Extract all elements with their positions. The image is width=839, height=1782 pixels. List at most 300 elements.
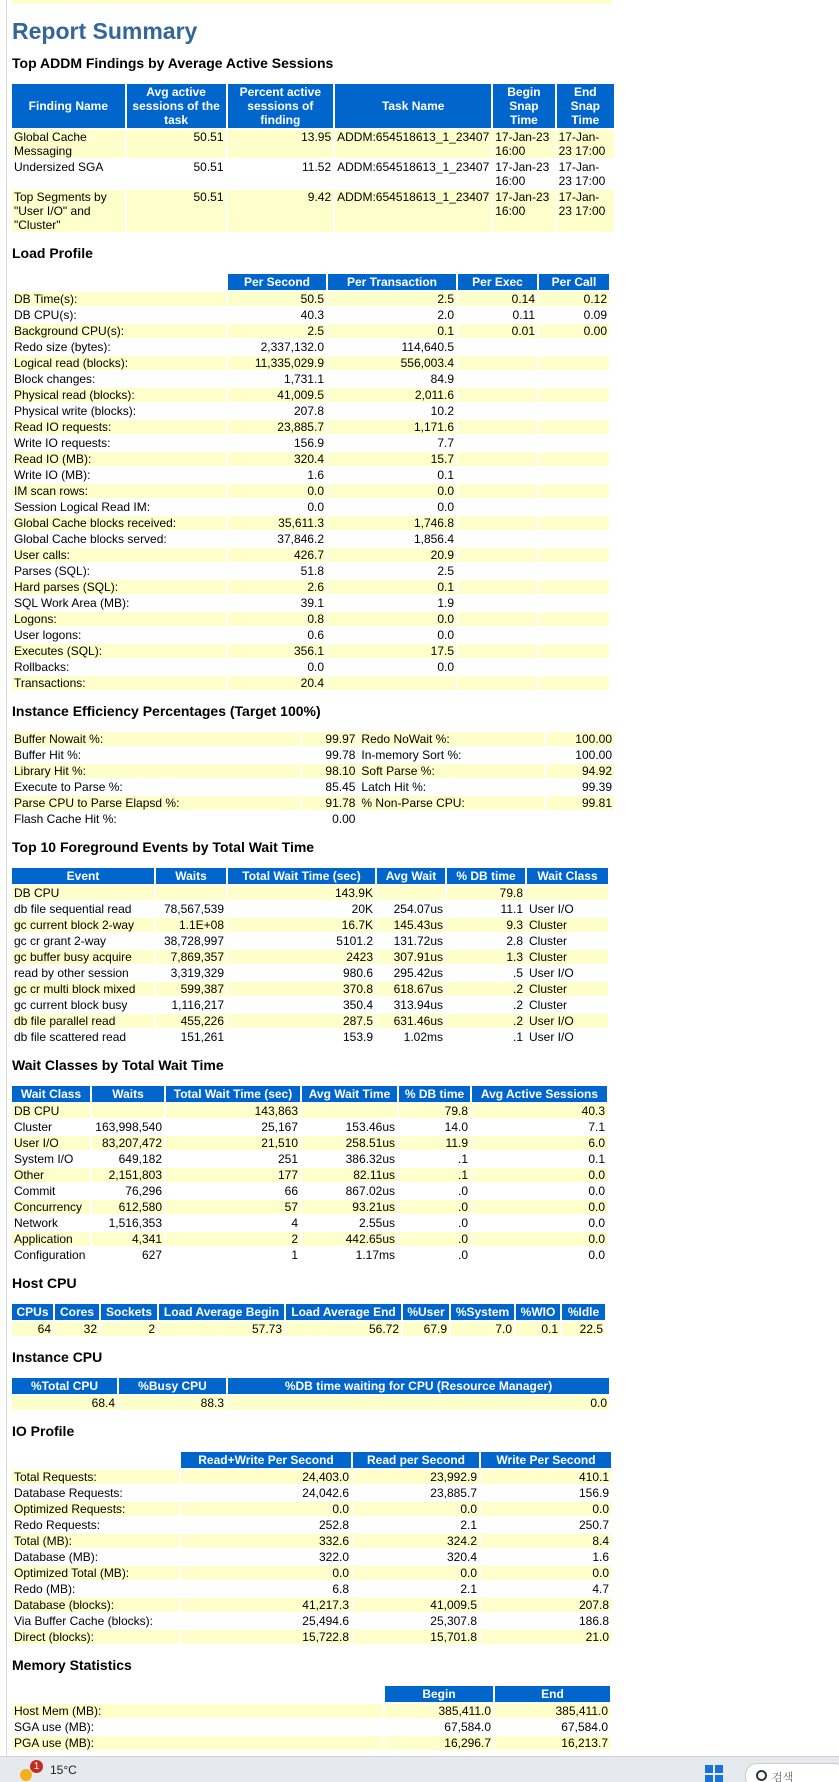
table-cell: [539, 372, 609, 386]
table-cell: Optimized Total (MB):: [12, 1566, 179, 1580]
table-cell: 21.0: [481, 1630, 611, 1644]
table-cell: 627: [141, 1248, 162, 1262]
table-cell: Read IO (MB):: [12, 452, 226, 466]
table-cell: 50.51: [127, 130, 226, 158]
table-cell: [539, 660, 609, 674]
column-header: Cores: [55, 1304, 99, 1320]
table-cell: 7.7: [437, 436, 454, 450]
table-row: [12, 1248, 607, 1262]
table-cell: 1,731.1: [283, 372, 324, 386]
table-cell: [458, 660, 537, 674]
table-cell: .2: [447, 1014, 525, 1028]
table-row: [12, 596, 609, 610]
section-table: [10, 82, 616, 234]
table-cell: 455,226: [156, 1014, 226, 1028]
table-cell: 2423: [228, 950, 375, 964]
table-cell: 2,151,803: [92, 1168, 164, 1182]
table-cell: 76,296: [125, 1184, 162, 1198]
column-header: End: [495, 1686, 610, 1702]
table-row: [12, 1168, 607, 1182]
table-cell: 153.9: [342, 1030, 373, 1044]
table-cell: 0.0: [307, 500, 324, 514]
table-cell: Cluster: [527, 950, 608, 964]
table-cell: 143.9K: [228, 886, 375, 900]
table-cell: [458, 676, 537, 690]
column-header: Read per Second: [353, 1452, 479, 1468]
table-cell: Total Requests:: [12, 1470, 179, 1484]
table-cell: [539, 404, 609, 418]
table-row: [12, 436, 609, 450]
table-cell: 350.4: [342, 998, 373, 1012]
table-cell: 0.0: [437, 660, 454, 674]
table-cell: 67,584.0: [561, 1720, 608, 1734]
table-cell: 442.65us: [302, 1232, 397, 1246]
table-cell: 20.9: [328, 548, 456, 562]
table-cell: db file scattered read: [14, 1030, 127, 1044]
table-cell: [458, 596, 537, 610]
table-cell: 258.51us: [302, 1136, 397, 1150]
table-cell: 1.6: [307, 468, 324, 482]
table-cell: 0.0: [437, 500, 454, 514]
table-cell: 79.8: [447, 886, 525, 900]
table-cell: DB CPU(s):: [14, 308, 77, 322]
table-cell: Buffer Hit %:: [14, 748, 82, 762]
table-cell: ADDM:654518613_1_23407: [337, 160, 490, 174]
column-header: Read+Write Per Second: [181, 1452, 351, 1468]
table-row: [12, 1396, 609, 1410]
table-cell: 2.0: [437, 308, 454, 322]
table-row: [12, 324, 609, 338]
table-cell: SQL Work Area (MB):: [14, 596, 130, 610]
table-row: [12, 780, 614, 794]
table-cell: 35,611.3: [228, 516, 326, 530]
table-cell: 649,182: [118, 1152, 162, 1166]
column-header: %User: [403, 1304, 449, 1320]
table-cell: 0.0: [472, 1168, 607, 1182]
table-cell: .0: [399, 1200, 470, 1214]
column-header: Begin Snap Time: [493, 84, 554, 128]
table-cell: [92, 1104, 164, 1118]
table-cell: 0.11: [512, 308, 535, 322]
column-header: Avg Wait Time: [302, 1086, 397, 1102]
table-cell: .5: [512, 966, 523, 980]
section-heading: Top ADDM Findings by Average Active Sessions: [12, 55, 334, 71]
table-cell: 207.8: [293, 404, 324, 418]
table-cell: 15,701.8: [353, 1630, 479, 1644]
table-cell: 370.8: [228, 982, 375, 996]
table-cell: [539, 356, 609, 370]
table-cell: 14.0: [444, 1120, 468, 1134]
table-cell: [539, 420, 609, 434]
windows-start-icon[interactable]: [705, 1765, 723, 1782]
table-cell: [458, 532, 537, 546]
table-cell: 131.72us: [393, 934, 443, 948]
table-cell: Top Segments by "User I/O" and "Cluster": [12, 190, 125, 232]
table-cell: DB CPU: [12, 886, 154, 900]
table-cell: Redo NoWait %:: [359, 732, 544, 746]
table-cell: 0.1: [437, 468, 454, 482]
column-header: CPUs: [12, 1304, 53, 1320]
table-cell: Physical read (blocks):: [12, 388, 226, 402]
table-cell: 0.14: [458, 292, 537, 306]
table-cell: 612,580: [92, 1200, 164, 1214]
table-cell: read by other session: [14, 966, 129, 980]
section-heading: Load Profile: [12, 245, 93, 261]
column-header: Avg Wait: [377, 868, 445, 884]
page-title: Report Summary: [12, 18, 198, 44]
table-cell: PGA use (MB):: [12, 1736, 383, 1750]
browser-page: [6, 0, 839, 1756]
table-cell: Global Cache blocks received:: [12, 516, 226, 530]
table-cell: Concurrency: [12, 1200, 90, 1214]
section-heading: Top 10 Foreground Events by Total Wait Time: [12, 839, 315, 855]
table-cell: Latch Hit %:: [361, 780, 427, 794]
table-cell: 410.1: [481, 1470, 611, 1484]
section-heading: Host CPU: [12, 1275, 77, 1291]
table-cell: 17-Jan-23 16:00: [495, 160, 550, 188]
table-cell: [458, 388, 537, 402]
table-cell: 2.1: [460, 1518, 477, 1532]
table-row: [12, 998, 608, 1012]
table-cell: 145.43us: [377, 918, 445, 932]
table-cell: 99.78: [325, 748, 356, 762]
table-cell: 252.8: [318, 1518, 349, 1532]
table-cell: [539, 564, 609, 578]
table-cell: 15.7: [328, 452, 456, 466]
table-row: [12, 1216, 607, 1230]
column-header: Per Call: [539, 274, 609, 290]
table-cell: Physical write (blocks):: [14, 404, 137, 418]
table-cell: 11,335,029.9: [228, 356, 326, 370]
table-row: [12, 356, 609, 370]
weather-widget[interactable]: [20, 1760, 44, 1780]
table-cell: 4: [291, 1216, 298, 1230]
table-cell: 40.3: [472, 1104, 607, 1118]
table-cell: 66: [284, 1184, 298, 1198]
table-row: [12, 886, 608, 900]
table-cell: 320.4: [228, 452, 326, 466]
table-row: [12, 1582, 611, 1596]
table-cell: 1,746.8: [328, 516, 456, 530]
table-cell: gc cr grant 2-way: [14, 934, 107, 948]
table-cell: [377, 886, 445, 900]
table-row: [12, 420, 609, 434]
table-cell: 99.81: [546, 796, 614, 810]
table-cell: 32: [55, 1322, 99, 1336]
table-row: [12, 1200, 607, 1214]
table-cell: 38,728,997: [163, 934, 224, 948]
table-cell: 153.46us: [345, 1120, 395, 1134]
table-cell: 22.5: [562, 1322, 605, 1336]
table-row: [12, 340, 609, 354]
table-cell: [539, 676, 609, 690]
table-cell: 4.7: [592, 1582, 609, 1596]
table-cell: Cluster: [529, 998, 568, 1012]
table-cell: 0.0: [328, 484, 456, 498]
table-cell: 78,567,539: [163, 902, 224, 916]
section-table: [10, 730, 616, 828]
column-header: Load Average End: [286, 1304, 401, 1320]
table-cell: Rollbacks:: [14, 660, 70, 674]
table-cell: 40.3: [300, 308, 324, 322]
table-row: [12, 1322, 605, 1336]
table-cell: 1,856.4: [413, 532, 454, 546]
table-cell: 1,116,217: [171, 998, 224, 1012]
table-cell: [458, 500, 537, 514]
table-cell: Cluster: [527, 918, 608, 932]
table-cell: 0.0: [181, 1502, 351, 1516]
section-heading: IO Profile: [12, 1423, 75, 1439]
table-row: [12, 796, 614, 810]
table-cell: 1,516,353: [108, 1216, 162, 1230]
table-row: [12, 1566, 611, 1580]
column-header: Waits: [156, 868, 226, 884]
table-cell: 0.0: [472, 1200, 607, 1214]
table-cell: gc current block 2-way: [12, 918, 154, 932]
table-cell: Optimized Requests:: [12, 1502, 179, 1516]
table-cell: 82.11us: [302, 1168, 397, 1182]
table-cell: 25,307.8: [430, 1614, 477, 1628]
table-cell: 2: [166, 1232, 300, 1246]
table-cell: 2.1: [460, 1582, 477, 1596]
table-cell: 0.0: [228, 1396, 609, 1410]
table-cell: 93.21us: [302, 1200, 397, 1214]
section-table: [10, 1376, 611, 1412]
table-row: [12, 1104, 607, 1118]
table-cell: Via Buffer Cache (blocks):: [14, 1614, 153, 1628]
column-header: [12, 1686, 383, 1702]
table-cell: gc cr multi block mixed: [12, 982, 154, 996]
table-row: [12, 812, 614, 826]
table-cell: 0.0: [307, 660, 324, 674]
table-row: [12, 500, 609, 514]
table-cell: [458, 452, 537, 466]
table-cell: 20K: [351, 902, 373, 916]
table-cell: 17-Jan-23 16:00: [493, 190, 554, 232]
table-cell: [539, 500, 609, 514]
table-cell: [539, 452, 609, 466]
table-cell: 25,494.6: [302, 1614, 349, 1628]
table-row: [12, 1518, 611, 1532]
table-row: [12, 1534, 611, 1548]
table-cell: 2.5: [328, 292, 456, 306]
table-cell: 67.9: [403, 1322, 449, 1336]
section-table: [10, 1084, 609, 1264]
table-cell: Database Requests:: [14, 1486, 123, 1500]
table-row: [12, 1630, 611, 1644]
table-cell: .2: [512, 998, 523, 1012]
table-cell: DB Time(s):: [12, 292, 226, 306]
column-header: %Total CPU: [12, 1378, 117, 1394]
table-cell: Read IO requests:: [12, 420, 226, 434]
table-cell: [539, 596, 609, 610]
table-cell: Configuration: [14, 1248, 86, 1262]
table-row: [12, 1184, 607, 1198]
table-row: [12, 1550, 611, 1564]
table-cell: 1.02ms: [403, 1030, 443, 1044]
table-cell: 385,411.0: [495, 1704, 610, 1718]
table-cell: Global Cache blocks served:: [14, 532, 167, 546]
table-cell: 68.4: [12, 1396, 117, 1410]
table-cell: 91.78: [302, 796, 358, 810]
table-cell: 21,510: [166, 1136, 300, 1150]
table-cell: IM scan rows:: [12, 484, 226, 498]
table-cell: Database (MB):: [14, 1550, 99, 1564]
taskbar: [0, 1756, 839, 1782]
table-cell: 151,261: [180, 1030, 224, 1044]
table-cell: 320.4: [446, 1550, 477, 1564]
table-cell: User I/O: [12, 1136, 90, 1150]
table-cell: 57.73: [159, 1322, 284, 1336]
table-row: [12, 404, 609, 418]
table-cell: 9.3: [447, 918, 525, 932]
table-cell: 2.5: [228, 324, 326, 338]
table-cell: [458, 404, 537, 418]
column-header: Sockets: [101, 1304, 157, 1320]
table-cell: Direct (blocks):: [12, 1630, 179, 1644]
table-cell: 0.0: [353, 1566, 479, 1580]
section-heading: Instance CPU: [12, 1349, 103, 1365]
column-header: % DB time: [447, 868, 525, 884]
table-cell: 37,846.2: [277, 532, 324, 546]
table-row: [12, 1736, 610, 1750]
table-cell: [539, 388, 609, 402]
table-cell: 556,003.4: [328, 356, 456, 370]
column-header: Event: [12, 868, 154, 884]
table-cell: Undersized SGA: [14, 160, 104, 174]
table-cell: System I/O: [14, 1152, 74, 1166]
temperature[interactable]: 15°C: [50, 1763, 77, 1777]
table-cell: 25,167: [261, 1120, 298, 1134]
search-icon: [756, 1770, 767, 1781]
table-row: [12, 1614, 611, 1628]
previous-table-cutoff: [12, 0, 612, 4]
section-table: [10, 1450, 613, 1646]
table-cell: User I/O: [529, 1030, 574, 1044]
table-cell: [539, 532, 609, 546]
table-row: [12, 372, 609, 386]
section-heading: Wait Classes by Total Wait Time: [12, 1057, 224, 1073]
table-cell: 7,869,357: [156, 950, 226, 964]
column-header: Total Wait Time (sec): [166, 1086, 300, 1102]
section-heading: Memory Statistics: [12, 1657, 132, 1673]
table-cell: 980.6: [342, 966, 373, 980]
table-cell: .0: [457, 1216, 468, 1230]
table-cell: 156.9: [578, 1486, 609, 1500]
table-cell: 41,217.3: [181, 1598, 351, 1612]
table-cell: [527, 886, 608, 900]
table-cell: Redo Requests:: [14, 1518, 101, 1532]
table-cell: [539, 580, 609, 594]
table-cell: gc current block busy: [14, 998, 128, 1012]
table-cell: ADDM:654518613_1_23407: [335, 190, 491, 232]
table-cell: 2.8: [506, 934, 523, 948]
table-cell: [458, 484, 537, 498]
table-row: [12, 1030, 608, 1044]
taskbar-search[interactable]: [745, 1763, 839, 1782]
column-header: Avg active sessions of the task: [127, 84, 226, 128]
table-cell: 9.42: [228, 190, 334, 232]
table-cell: 156.9: [293, 436, 324, 450]
table-cell: [539, 516, 609, 530]
table-cell: 287.5: [228, 1014, 375, 1028]
table-cell: 15,722.8: [181, 1630, 351, 1644]
table-cell: db file parallel read: [12, 1014, 154, 1028]
table-row: [12, 452, 609, 466]
table-cell: 307.91us: [377, 950, 445, 964]
table-row: [12, 732, 614, 746]
table-cell: [458, 644, 537, 658]
table-cell: 1.1E+08: [156, 918, 226, 932]
table-cell: Cluster: [527, 982, 608, 996]
table-cell: 0.0: [181, 1566, 351, 1580]
search-placeholder: 검색: [772, 1772, 794, 1782]
table-cell: Transactions:: [12, 676, 226, 690]
table-row: [12, 764, 614, 778]
table-cell: Total (MB):: [12, 1534, 179, 1548]
table-cell: User I/O: [527, 1014, 608, 1028]
column-header: % DB time: [399, 1086, 470, 1102]
table-cell: .1: [512, 1030, 523, 1044]
table-cell: 23,885.7: [430, 1486, 477, 1500]
table-cell: 2.6: [228, 580, 326, 594]
table-cell: Commit: [14, 1184, 56, 1198]
table-cell: 0.0: [588, 1216, 605, 1230]
table-cell: [458, 580, 537, 594]
column-header: %System: [451, 1304, 514, 1320]
table-cell: 254.07us: [393, 902, 443, 916]
table-cell: Cluster: [529, 934, 568, 948]
column-header: Write Per Second: [481, 1452, 611, 1468]
column-header: Task Name: [335, 84, 491, 128]
table-cell: 0.0: [328, 612, 456, 626]
table-cell: [458, 420, 537, 434]
table-cell: Hard parses (SQL):: [12, 580, 226, 594]
table-cell: Other: [12, 1168, 90, 1182]
column-header: Wait Class: [527, 868, 608, 884]
table-row: [12, 1152, 607, 1166]
table-cell: 0.1: [588, 1152, 605, 1166]
table-cell: 0.0: [481, 1502, 611, 1516]
column-header: Per Second: [228, 274, 326, 290]
table-row: [12, 130, 614, 158]
table-cell: 0.1: [516, 1322, 560, 1336]
table-cell: 17-Jan-23 17:00: [557, 130, 614, 158]
table-cell: 386.32us: [345, 1152, 395, 1166]
table-cell: [539, 484, 609, 498]
table-cell: [539, 628, 609, 642]
table-cell: Logical read (blocks):: [12, 356, 226, 370]
table-cell: 20.4: [228, 676, 326, 690]
table-cell: Background CPU(s):: [12, 324, 226, 338]
table-cell: 100.00: [546, 732, 614, 746]
table-cell: 94.92: [546, 764, 614, 778]
table-cell: 1.17ms: [355, 1248, 395, 1262]
table-cell: Block changes:: [14, 372, 96, 386]
table-cell: Write IO requests:: [14, 436, 111, 450]
table-cell: In-memory Sort %:: [361, 748, 462, 762]
column-header: Finding Name: [12, 84, 125, 128]
table-cell: 17-Jan-23 17:00: [557, 190, 614, 232]
table-cell: 99.39: [581, 780, 612, 794]
table-cell: [539, 436, 609, 450]
table-cell: [539, 644, 609, 658]
table-cell: 313.94us: [393, 998, 443, 1012]
table-cell: 0.0: [437, 628, 454, 642]
table-cell: .2: [447, 982, 525, 996]
column-header: Waits: [92, 1086, 164, 1102]
table-cell: 186.8: [578, 1614, 609, 1628]
